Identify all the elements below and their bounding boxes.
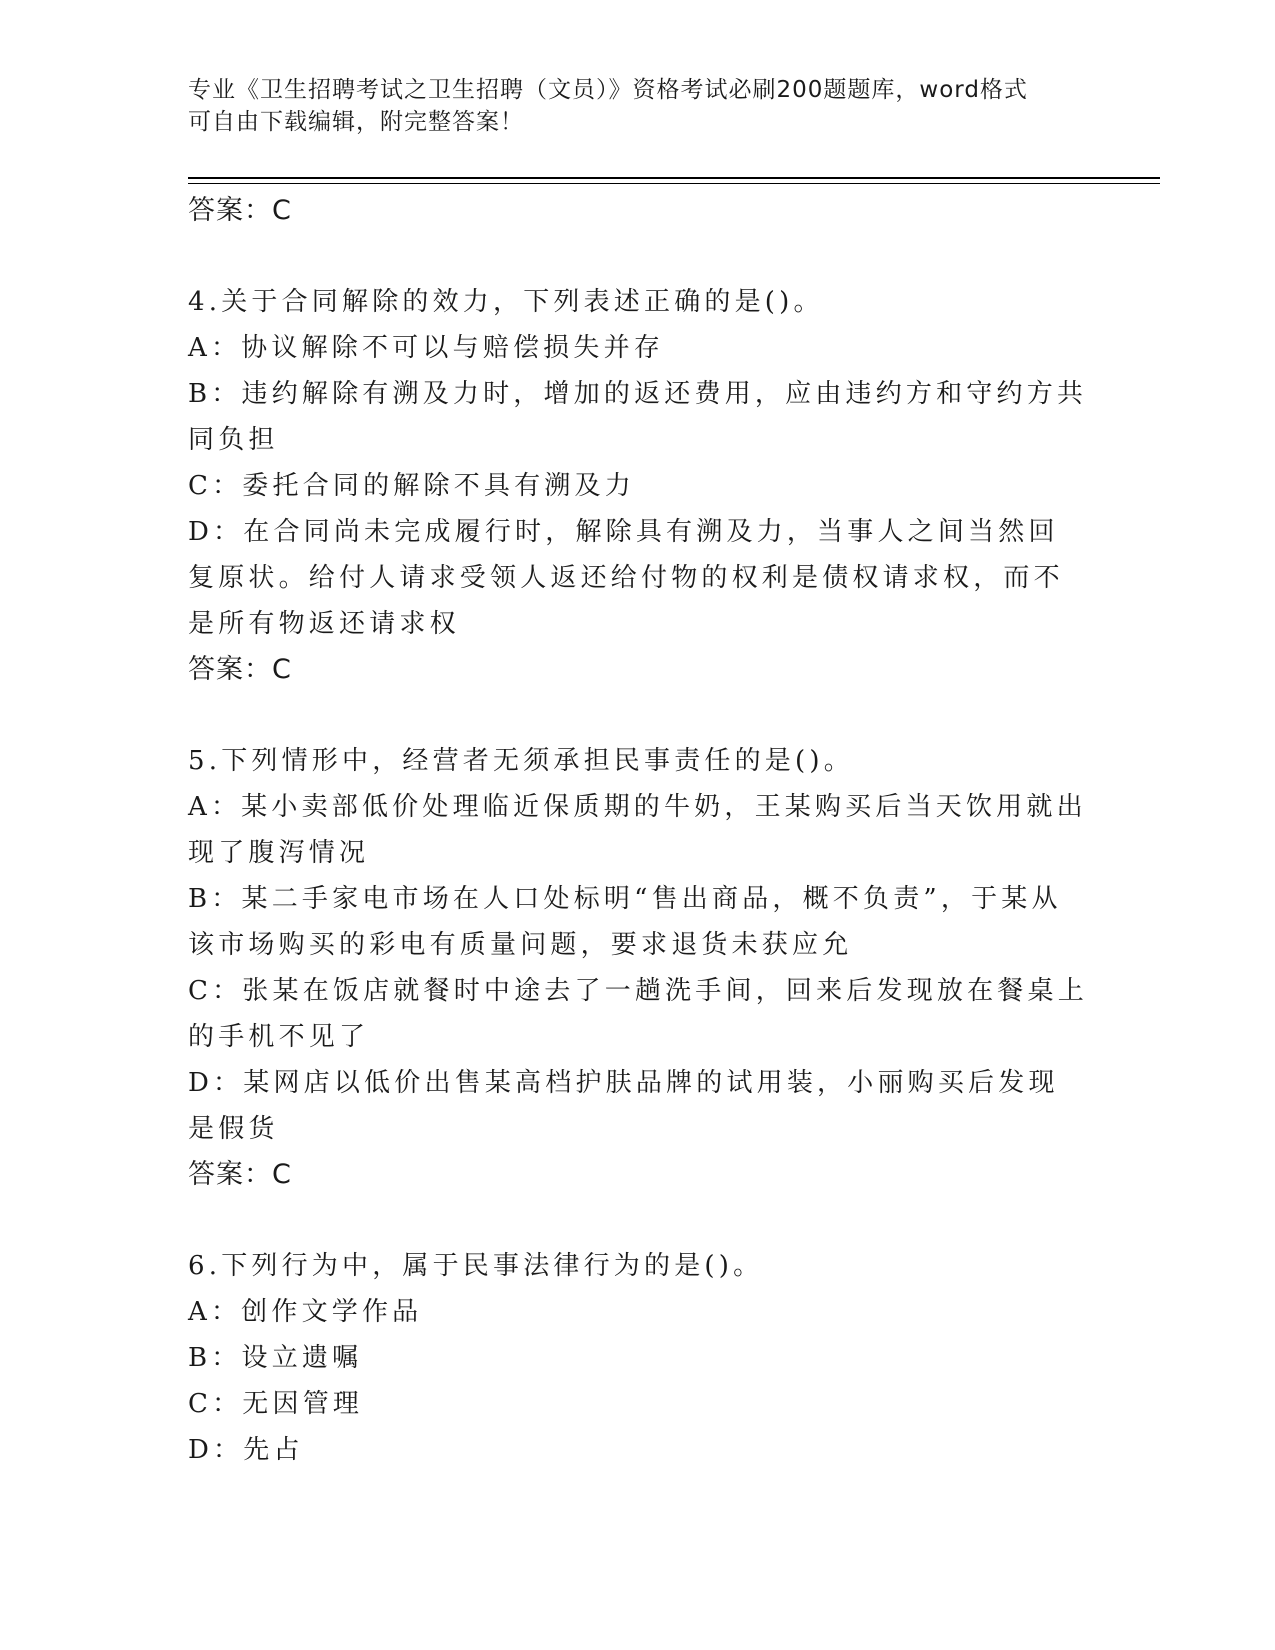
question-stem: 6.下列行为中，属于民事法律行为的是()。 <box>188 1251 764 1281</box>
previous-answer: 答案：C <box>188 195 292 226</box>
option-c: C：张某在饭店就餐时中途去了一趟洗手间，回来后发现放在餐桌上的手机不见了 <box>188 976 1088 1052</box>
header-line-1: 专业《卫生招聘考试之卫生招聘（文员）》资格考试必刷200题题库，word格式 <box>188 77 1028 103</box>
question-stem: 4.关于合同解除的效力，下列表述正确的是()。 <box>188 287 824 317</box>
question-answer: 答案：C <box>188 654 292 685</box>
question-6 <box>188 1243 1088 1473</box>
option-a: A：创作文学作品 <box>188 1297 423 1327</box>
option-b: B：设立遗嘱 <box>188 1343 363 1373</box>
question-answer: 答案：C <box>188 1159 292 1190</box>
option-d: D：某网店以低价出售某高档护肤品牌的试用装，小丽购买后发现是假货 <box>188 1068 1059 1144</box>
document-body <box>188 188 1088 1473</box>
header-line-2: 可自由下载编辑，附完整答案！ <box>188 109 524 135</box>
option-b: B：违约解除有溯及力时，增加的返还费用，应由违约方和守约方共同负担 <box>188 379 1088 455</box>
header-rule-thick <box>188 177 1160 179</box>
option-d: D：在合同尚未完成履行时，解除具有溯及力，当事人之间当然回复原状。给付人请求受领人返还给付物的权利是债权请求权，而不是所有物返还请求权 <box>188 517 1064 639</box>
option-c: C：委托合同的解除不具有溯及力 <box>188 471 635 501</box>
question-stem: 5.下列情形中，经营者无须承担民事责任的是()。 <box>188 746 854 776</box>
option-a: A：某小卖部低价处理临近保质期的牛奶，王某购买后当天饮用就出现了腹泻情况 <box>188 792 1087 868</box>
option-b: B：某二手家电市场在人口处标明“售出商品，概不负责”，于某从该市场购买的彩电有质量问题，要求退货未获应允 <box>188 884 1062 960</box>
header-rule-thin <box>188 183 1160 184</box>
option-a: A：协议解除不可以与赔偿损失并存 <box>188 333 664 363</box>
option-d: D：先占 <box>188 1435 304 1465</box>
question-5 <box>188 738 1088 1198</box>
document-header <box>188 74 1088 138</box>
option-c: C：无因管理 <box>188 1389 364 1419</box>
question-4 <box>188 279 1088 693</box>
